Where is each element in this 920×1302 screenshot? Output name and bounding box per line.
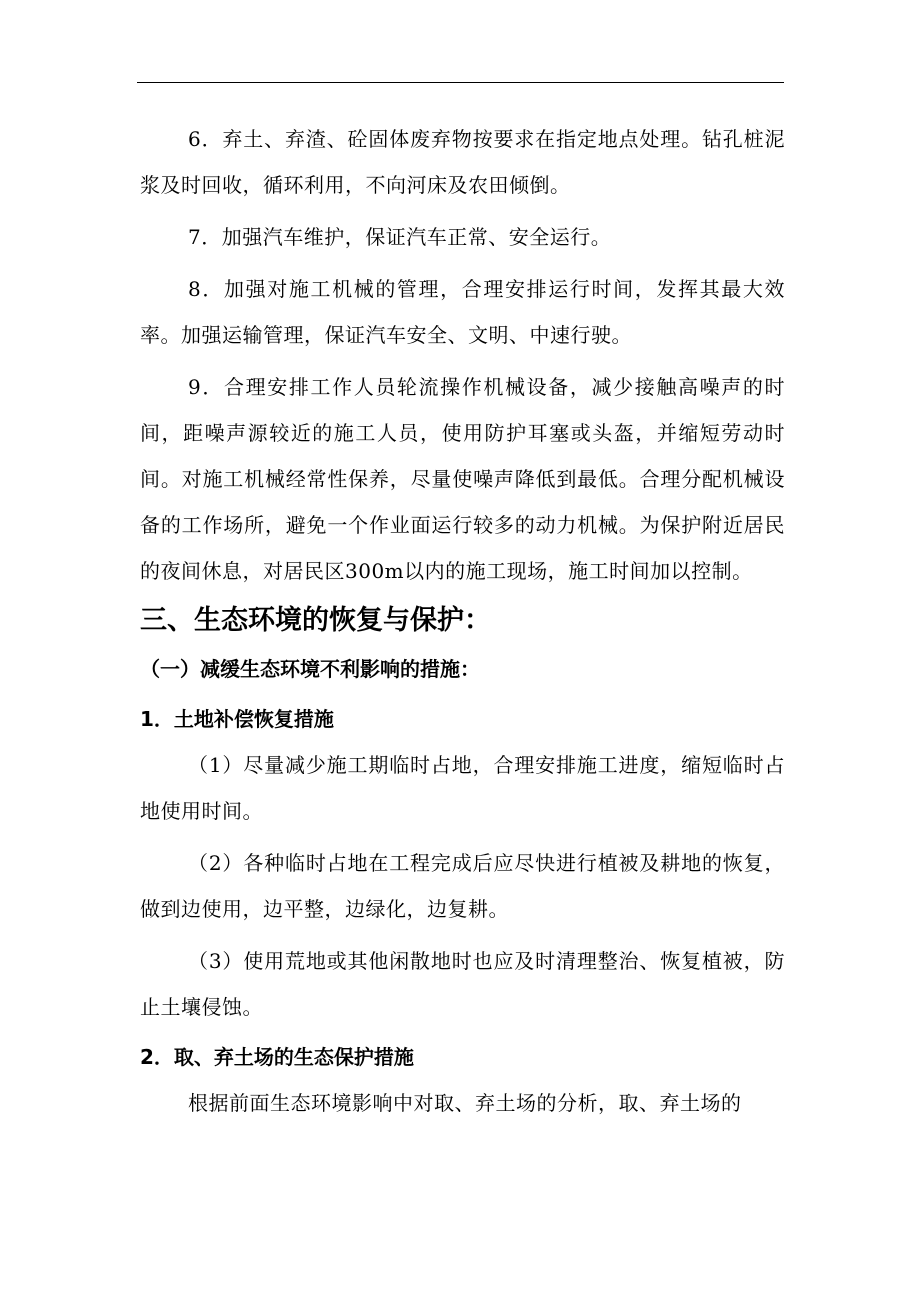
document-body [140, 116, 785, 1126]
header-rule [137, 82, 784, 83]
paragraph-last: 根据前面生态环境影响中对取、弃土场的分析，取、弃土场的 [188, 1091, 742, 1115]
paragraph-item-9: 9．合理安排工作人员轮流操作机械设备，减少接触高噪声的时间，距噪声源较近的施工人员，使用防护耳塞或头盔，并缩短劳动时间。对施工机械经常性保养，尽量使噪声降低到最低。合理分配机械设备的工作场所，避免一个作业面运行较多的动力机械。为保护附近居民的夜间休息，对居民区300m以内的施工现场，施工时间加以控制。 [140, 375, 785, 583]
list-item: （1）尽量减少施工期临时占地，合理安排施工进度，缩短临时占地使用时间。 [140, 753, 785, 823]
section-title: 三、生态环境的恢复与保护： [140, 605, 491, 636]
heading-soil-site-protection: 2．取、弃土场的生态保护措施 [140, 1045, 414, 1069]
subsection-title: （一）减缓生态环境不利影响的措施： [140, 657, 480, 681]
paragraph-item-8: 8．加强对施工机械的管理，合理安排运行时间，发挥其最大效率。加强运输管理，保证汽车安全、文明、中速行驶。 [140, 277, 785, 347]
paragraph-item-7: 7．加强汽车维护，保证汽车正常、安全运行。 [188, 225, 612, 249]
list-item: （2）各种临时占地在工程完成后应尽快进行植被及耕地的恢复，做到边使用，边平整，边绿化，边复耕。 [140, 851, 785, 921]
list-item: （3）使用荒地或其他闲散地时也应及时清理整治、恢复植被，防止土壤侵蚀。 [140, 949, 785, 1019]
heading-land-compensation: 1．土地补偿恢复措施 [140, 707, 334, 731]
paragraph-item-6: 6．弃土、弃渣、砼固体废弃物按要求在指定地点处理。钻孔桩泥浆及时回收，循环利用，不向河床及农田倾倒。 [140, 127, 785, 197]
